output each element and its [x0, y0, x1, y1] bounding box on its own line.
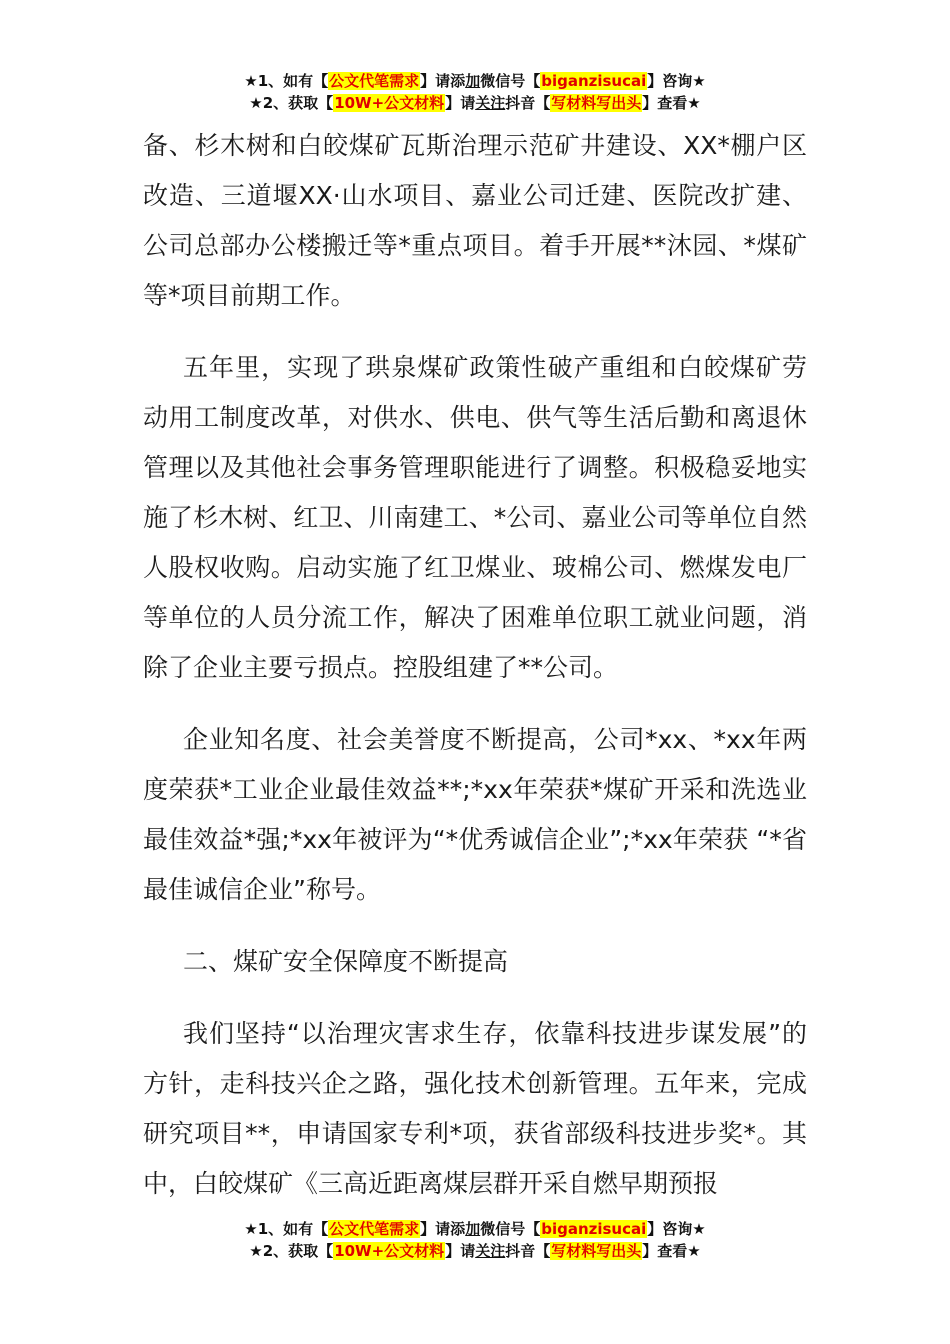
highlight-douyin: 写材料写出头 — [551, 94, 642, 112]
highlight-materials: 10W+公文材料 — [334, 1242, 445, 1260]
banner-line-2: ★2、获取【10W+公文材料】请关注抖音【写材料写出头】查看★ — [249, 1242, 701, 1260]
highlight-materials: 10W+公文材料 — [334, 94, 445, 112]
highlight-service: 公文代笔需求 — [329, 1220, 420, 1238]
highlight-service: 公文代笔需求 — [329, 72, 420, 90]
highlight-wechat-id: biganzisucai — [541, 1220, 647, 1238]
section-heading: 二、煤矿安全保障度不断提高 — [183, 947, 509, 976]
banner-line-1: ★1、如有【公文代笔需求】请添加微信号【biganzisucai】咨询★ — [244, 72, 706, 90]
paragraph-reputation: 企业知名度、社会美誉度不断提高，公司*xx、*xx年两度荣获*工业企业最佳效益**;*xx年荣获*煤矿开采和洗选业最佳效益*强;*xx年被评为“*优秀诚信企业”;*xx年荣获 “*省最佳诚信企业”称号。 — [143, 725, 807, 904]
paragraph-reform: 五年里，实现了珙泉煤矿政策性破产重组和白皎煤矿劳动用工制度改革，对供水、供电、供气等生活后勤和离退休管理以及其他社会事务管理职能进行了调整。积极稳妥地实施了杉木树、红卫、川南建工、*公司、嘉业公司等单位自然人股权收购。启动实施了红卫煤业、玻棉公司、燃煤发电厂等单位的人员分流工作，解决了困难单位职工就业问题，消除了企业主要亏损点。控股组建了**公司。 — [143, 353, 807, 682]
document-body — [143, 121, 807, 1231]
paragraph-technology: 我们坚持“以治理灾害求生存，依靠科技进步谋发展”的方针，走科技兴企之路，强化技术创新管理。五年来，完成研究项目**，申请国家专利*项，获省部级科技进步奖*。其中，白皎煤矿《三高近距离煤层群开采自燃早期预报 — [143, 1019, 807, 1198]
highlight-wechat-id: biganzisucai — [541, 72, 647, 90]
highlight-douyin: 写材料写出头 — [551, 1242, 642, 1260]
header-banner — [0, 70, 950, 114]
footer-banner — [0, 1218, 950, 1262]
banner-line-2: ★2、获取【10W+公文材料】请关注抖音【写材料写出头】查看★ — [249, 94, 701, 112]
banner-line-1: ★1、如有【公文代笔需求】请添加微信号【biganzisucai】咨询★ — [244, 1220, 706, 1238]
paragraph-continued: 备、杉木树和白皎煤矿瓦斯治理示范矿井建设、XX*棚户区改造、三道堰XX·山水项目、嘉业公司迁建、医院改扩建、公司总部办公楼搬迁等*重点项目。着手开展**沐园、*煤矿等*项目前期工作。 — [143, 131, 807, 310]
